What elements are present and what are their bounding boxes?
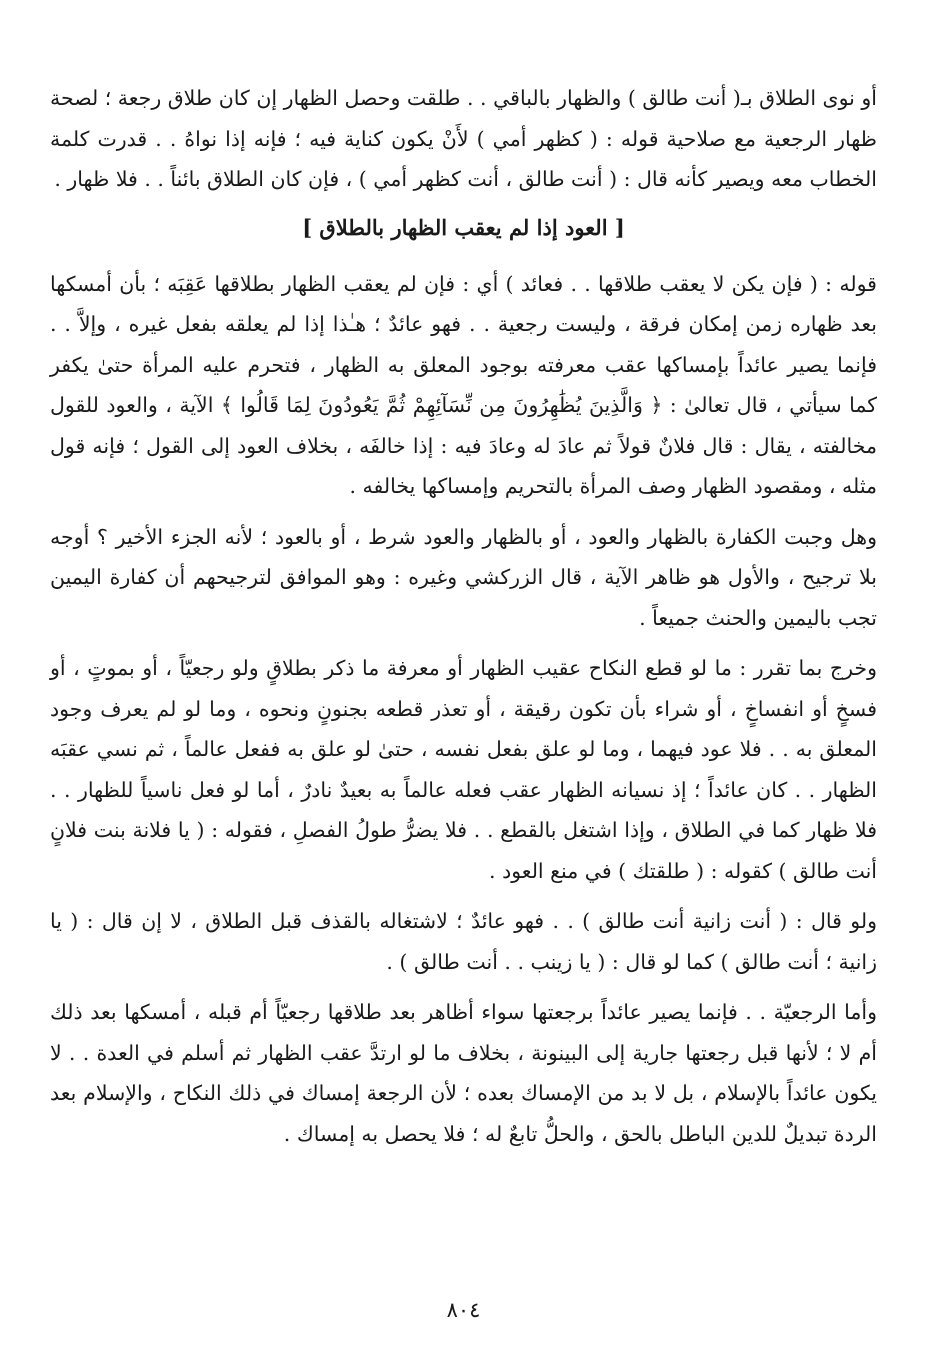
section-heading: [ العود إذا لم يعقب الظهار بالطلاق ] bbox=[302, 214, 625, 240]
paragraph-talaq-intention: أو نوى الطلاق بـ( أنت طالق ) والظهار بالباقي . . طلقت وحصل الظهار إن كان طلاق رجعة ؛ لصحة ظهار الرجعية مع صلاحية قوله : ( كظهر أمي ) لأَنْ يكون كناية فيه ؛ فإنه إذا نواهُ . . قدرت كلمة الخطاب معه ويصير كأنه قال : ( أنت طالق ، أنت كظهر أمي ) ، فإن كان الطلاق بائناً . . فلا ظهار . bbox=[50, 86, 877, 191]
paragraph-exceptions: وخرج بما تقرر : ما لو قطع النكاح عقيب الظهار أو معرفة ما ذكر بطلاقٍ ولو رجعيّاً ، أو بموتٍ ، أو فسخٍ أو انفساخٍ ، أو شراء بأن تكون رقيقة ، أو تعذر قطعه بجنونٍ ونحوه ، وما لو لم يعرف وجود المعلق به . . فلا عود فيهما ، وما لو علق بفعل نفسه ، حتىٰ لو علق به ففعل عالماً ، ثم نسي عقبَه الظهار . . كان عائداً ؛ إذ نسيانه الظهار عقب فعله عالماً به بعيدٌ نادرٌ ، أما لو فعل ناسياً للظهار . . فلا ظهار كما في الطلاق ، وإذا اشتغل بالقطع . . فلا يضرُّ طولُ الفصلِ ، فقوله : ( يا فلانة بنت فلانٍ أنت طالق ) كقوله : ( طلقتك ) في منع العود . bbox=[50, 656, 877, 883]
paragraph-revocable-divorce: وأما الرجعيّة . . فإنما يصير عائداً برجعتها سواء أظاهر بعد طلاقها رجعيّاً أم قبله ، أمسكها بعد ذلك أم لا ؛ لأنها قبل رجعتها جارية إلى البينونة ، بخلاف ما لو ارتدَّ عقب الظهار ثم أسلم في العدة . . لا يكون عائداً بالإسلام ، بل لا بد من الإمساك بعده ؛ لأن الرجعة إمساك في ذلك النكاح ، والإسلام بعد الردة تبديلٌ للدين الباطل بالحق ، والحلُّ تابعٌ له ؛ فلا يحصل به إمساك . bbox=[50, 1000, 877, 1146]
page-number: ٨٠٤ bbox=[446, 1298, 481, 1322]
paragraph-return-definition: قوله : ( فإن يكن لا يعقب طلاقها . . فعائد ) أي : فإن لم يعقب الظهار بطلاقها عَقِبَه ؛ بأن أمسكها بعد ظهاره زمن إمكان فرقة ، وليست رجعية . . فهو عائدٌ ؛ هـٰذا إذا لم يعلقه بفعل غيره ، وإلاَّ . . فإنما يصير عائداً بإمساكها عقب معرفته بوجود المعلق به الظهار ، فتحرم عليه المرأة حتىٰ يكفر كما سيأتي ، قال تعالىٰ : ﴿ وَالَّذِينَ يُظَٰهِرُونَ مِن نِّسَآئِهِمْ ثُمَّ يَعُودُونَ لِمَا قَالُوا ﴾ الآية ، والعود للقول مخالفته ، يقال : قال فلانٌ قولاً ثم عادَ له وعادَ فيه : إذا خالفَه ، بخلاف العود إلى القول ؛ فإنه قول مثله ، ومقصود الظهار وصف المرأة بالتحريم وإمساكها يخالفه . bbox=[50, 271, 877, 498]
paragraph-accusation-case: ولو قال : ( أنت زانية أنت طالق ) . . فهو عائدٌ ؛ لاشتغاله بالقذف قبل الطلاق ، لا إن قال : ( يا زانية ؛ أنت طالق ) كما لو قال : ( يا زينب . . أنت طالق ) . bbox=[50, 909, 877, 974]
paragraph-expiation-views: وهل وجبت الكفارة بالظهار والعود ، أو بالظهار والعود شرط ، أو بالعود ؛ لأنه الجزء الأخير ؟ أوجه بلا ترجيح ، والأول هو ظاهر الآية ، قال الزركشي وغيره : وهو الموافق لترجيحهم أن كفارة اليمين تجب باليمين والحنث جميعاً . bbox=[50, 524, 877, 630]
